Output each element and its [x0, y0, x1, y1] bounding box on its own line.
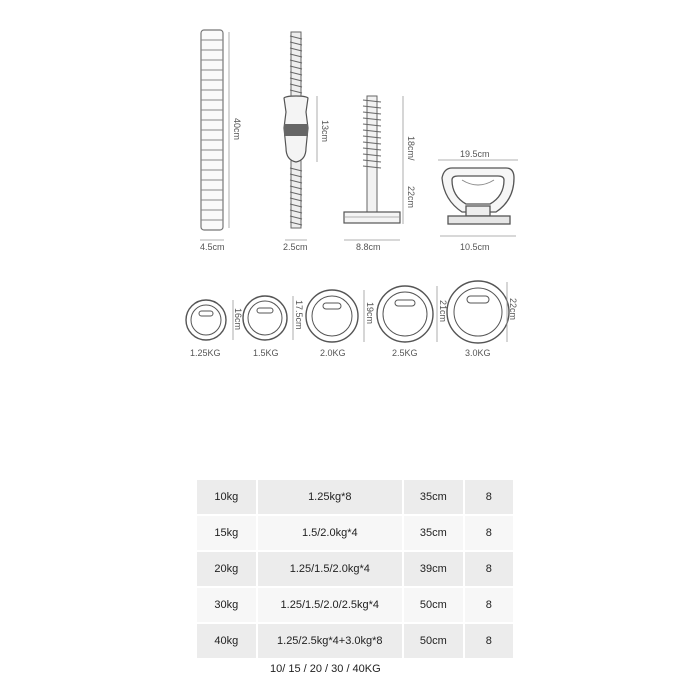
table-cell: 8: [464, 480, 513, 515]
plate-25-drawing: [377, 286, 437, 342]
table-cell: 1.25kg*8: [257, 480, 403, 515]
kettlebell-top-label: 19.5cm: [460, 149, 490, 159]
table-cell: 35cm: [403, 480, 464, 515]
table-cell: 20kg: [197, 551, 257, 587]
table-cell: 8: [464, 515, 513, 551]
handle-length-label: 13cm: [320, 120, 330, 143]
weight-post-drawing: [344, 96, 403, 240]
table-cell: 1.25/1.5/2.0/2.5kg*4: [257, 587, 403, 623]
table-cell: 1.25/1.5/2.0kg*4: [257, 551, 403, 587]
plate-diameter-label: 19cm: [365, 302, 375, 325]
table-cell: 35cm: [403, 515, 464, 551]
plate-diameter-label: 21cm: [438, 300, 448, 323]
plate-weight-label: 3.0KG: [465, 348, 491, 358]
table-row: [197, 515, 513, 551]
post-length-b-label: 22cm: [406, 186, 416, 209]
table-cell: 30kg: [197, 587, 257, 623]
table-cell: 1.25/2.5kg*4+3.0kg*8: [257, 623, 403, 659]
table-cell: 39cm: [403, 551, 464, 587]
tube-width-label: 4.5cm: [200, 242, 225, 252]
table-row: [197, 551, 513, 587]
kettlebell-bottom-label: 10.5cm: [460, 242, 490, 252]
post-length-a-label: 18cm/: [406, 136, 416, 161]
plate-diameter-label: 17.5cm: [294, 300, 304, 330]
post-width-label: 8.8cm: [356, 242, 381, 252]
table-cell: 8: [464, 587, 513, 623]
table-cell: 1.5/2.0kg*4: [257, 515, 403, 551]
tube-length-label: 40cm: [232, 118, 242, 141]
table-cell: 50cm: [403, 587, 464, 623]
plate-125-drawing: [186, 300, 233, 340]
plate-15-drawing: [243, 296, 293, 340]
spec-table: [197, 480, 513, 660]
table-cell: 8: [464, 623, 513, 659]
table-cell: 40kg: [197, 623, 257, 659]
plate-diameter-label: 16cm: [233, 308, 243, 331]
table-row: [197, 587, 513, 623]
plate-weight-label: 2.0KG: [320, 348, 346, 358]
connector-tube-drawing: [200, 30, 229, 240]
handle-width-label: 2.5cm: [283, 242, 308, 252]
plate-diameter-label: 22cm: [508, 298, 518, 321]
weight-options-footer: 10/ 15 / 20 / 30 / 40KG: [270, 663, 381, 675]
plate-weight-label: 2.5KG: [392, 348, 418, 358]
plate-weight-label: 1.5KG: [253, 348, 279, 358]
table-row: [197, 480, 513, 515]
handle-bar-drawing: [284, 32, 317, 240]
table-cell: 50cm: [403, 623, 464, 659]
table-row: [197, 623, 513, 659]
plate-weight-label: 1.25KG: [190, 348, 221, 358]
table-cell: 10kg: [197, 480, 257, 515]
table-cell: 8: [464, 551, 513, 587]
table-cell: 15kg: [197, 515, 257, 551]
plate-30-drawing: [447, 281, 509, 343]
plate-20-drawing: [306, 290, 364, 342]
kettlebell-handle-drawing: [438, 160, 518, 236]
